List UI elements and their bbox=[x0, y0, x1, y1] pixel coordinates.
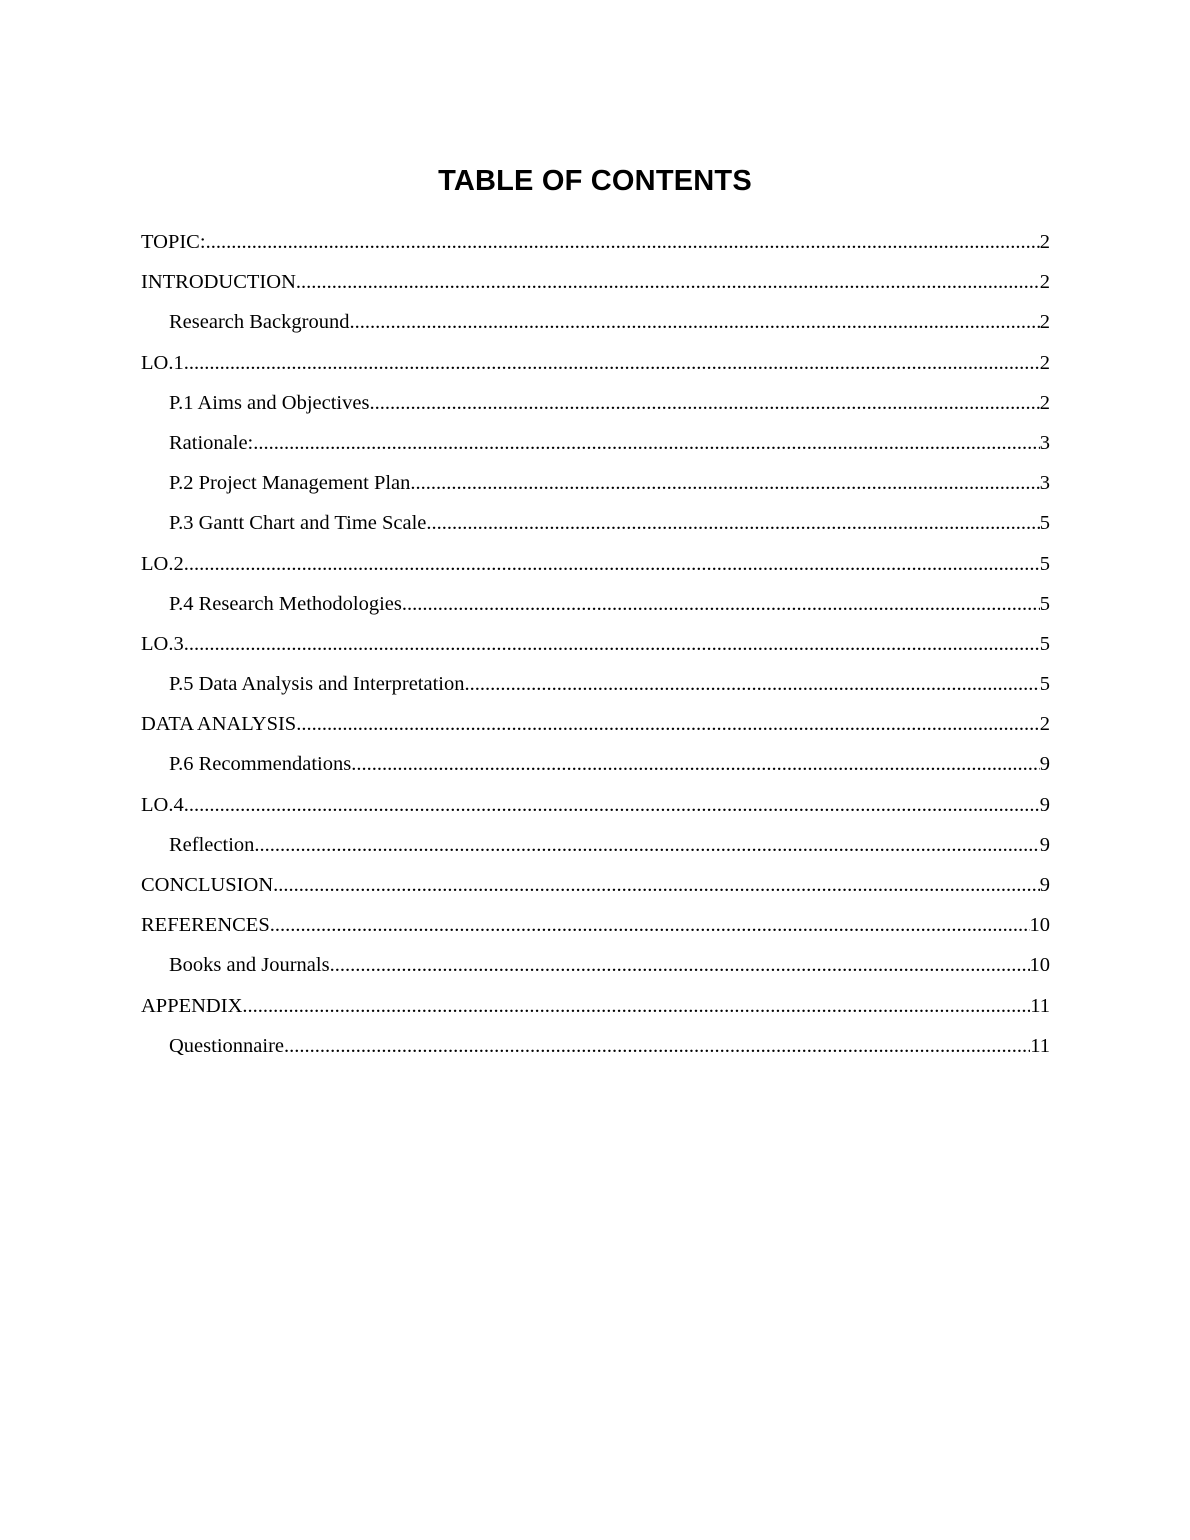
toc-entry-page-number: 10 bbox=[1029, 954, 1050, 977]
toc-dot-leader bbox=[369, 383, 1039, 423]
toc-entry-page-number: 11 bbox=[1030, 994, 1050, 1017]
toc-entry[interactable] bbox=[141, 664, 1050, 704]
toc-entry-page-number: 5 bbox=[1039, 592, 1050, 615]
toc-entry-page-number: 3 bbox=[1039, 431, 1050, 454]
toc-entry[interactable] bbox=[141, 262, 1050, 302]
toc-entry-page-number: 9 bbox=[1039, 753, 1050, 776]
toc-entry[interactable] bbox=[141, 503, 1050, 543]
toc-entry[interactable] bbox=[141, 624, 1050, 664]
toc-entry-label: LO.1 bbox=[141, 351, 184, 374]
toc-entry-label: LO.3 bbox=[141, 632, 184, 655]
page-title: TABLE OF CONTENTS bbox=[438, 165, 752, 197]
toc-entry-label: Books and Journals bbox=[169, 954, 330, 977]
toc-entry[interactable] bbox=[141, 986, 1050, 1026]
toc-dot-leader bbox=[184, 343, 1040, 383]
toc-entry-label: LO.2 bbox=[141, 552, 184, 575]
toc-entry[interactable] bbox=[141, 302, 1050, 342]
toc-entry-page-number: 9 bbox=[1039, 793, 1050, 816]
toc-entry[interactable] bbox=[141, 1026, 1050, 1066]
toc-entry[interactable] bbox=[141, 905, 1050, 945]
toc-entry[interactable] bbox=[141, 343, 1050, 383]
toc-entry-label: P.1 Aims and Objectives bbox=[169, 391, 370, 414]
toc-entry-page-number: 5 bbox=[1039, 512, 1050, 535]
toc-entry-page-number: 10 bbox=[1029, 914, 1050, 937]
toc-entry-label: INTRODUCTION bbox=[141, 271, 296, 294]
toc-entry-label: REFERENCES bbox=[141, 914, 270, 937]
toc-list bbox=[141, 222, 1050, 1066]
toc-entry-label: P.2 Project Management Plan bbox=[169, 472, 411, 495]
toc-entry[interactable] bbox=[141, 383, 1050, 423]
toc-dot-leader bbox=[270, 905, 1030, 945]
toc-dot-leader bbox=[402, 584, 1040, 624]
toc-entry-label: TOPIC: bbox=[141, 231, 206, 253]
toc-entry-page-number: 2 bbox=[1039, 271, 1050, 294]
toc-dot-leader bbox=[184, 624, 1040, 664]
toc-dot-leader bbox=[464, 664, 1039, 704]
toc-entry-label: DATA ANALYSIS bbox=[141, 713, 297, 736]
toc-entry-label: P.4 Research Methodologies bbox=[169, 592, 402, 615]
toc-entry-page-number: 2 bbox=[1039, 713, 1050, 736]
toc-dot-leader bbox=[254, 825, 1039, 865]
toc-entry-page-number: 2 bbox=[1039, 351, 1050, 374]
toc-dot-leader bbox=[296, 262, 1040, 302]
toc-dot-leader bbox=[296, 704, 1040, 744]
toc-entry-label: Questionnaire bbox=[169, 1034, 284, 1057]
toc-dot-leader bbox=[184, 785, 1040, 825]
toc-entry-page-number: 9 bbox=[1039, 874, 1050, 896]
toc-dot-leader bbox=[284, 1026, 1030, 1066]
toc-dot-leader bbox=[330, 945, 1030, 985]
toc-entry[interactable] bbox=[141, 222, 1050, 262]
toc-entry-label: LO.4 bbox=[141, 793, 184, 816]
toc-entry[interactable] bbox=[141, 825, 1050, 865]
toc-entry[interactable] bbox=[141, 584, 1050, 624]
toc-entry-label: P.6 Recommendations bbox=[169, 753, 352, 776]
toc-dot-leader bbox=[242, 986, 1030, 1026]
toc-entry-label: CONCLUSION bbox=[141, 874, 274, 896]
toc-entry-label: APPENDIX bbox=[141, 994, 243, 1017]
toc-entry-page-number: 2 bbox=[1039, 311, 1050, 334]
toc-entry[interactable] bbox=[141, 463, 1050, 503]
toc-entry-page-number: 5 bbox=[1039, 632, 1050, 655]
toc-dot-leader bbox=[206, 222, 1040, 262]
toc-dot-leader bbox=[426, 503, 1039, 543]
toc-entry[interactable] bbox=[141, 945, 1050, 985]
toc-dot-leader bbox=[184, 544, 1040, 584]
toc-entry-page-number: 3 bbox=[1039, 472, 1050, 495]
toc-entry[interactable] bbox=[141, 704, 1050, 744]
toc-entry[interactable] bbox=[141, 865, 1050, 905]
toc-dot-leader bbox=[253, 423, 1039, 463]
toc-entry-label: Research Background bbox=[169, 311, 350, 334]
toc-entry-page-number: 2 bbox=[1039, 231, 1050, 253]
toc-entry[interactable] bbox=[141, 423, 1050, 463]
toc-entry-label: P.5 Data Analysis and Interpretation bbox=[169, 673, 465, 696]
toc-entry[interactable] bbox=[141, 544, 1050, 584]
toc-entry-page-number: 5 bbox=[1039, 673, 1050, 696]
toc-entry-label: Rationale: bbox=[169, 431, 254, 454]
toc-entry-page-number: 9 bbox=[1039, 833, 1050, 856]
toc-entry[interactable] bbox=[141, 744, 1050, 784]
toc-entry-page-number: 5 bbox=[1039, 552, 1050, 575]
toc-entry[interactable] bbox=[141, 785, 1050, 825]
toc-entry-page-number: 2 bbox=[1039, 391, 1050, 414]
toc-dot-leader bbox=[349, 302, 1039, 342]
toc-dot-leader bbox=[410, 463, 1039, 503]
toc-entry-label: Reflection bbox=[169, 833, 255, 856]
toc-dot-leader bbox=[273, 865, 1040, 905]
toc-dot-leader bbox=[351, 744, 1040, 784]
toc-entry-page-number: 11 bbox=[1030, 1034, 1050, 1057]
toc-entry-label: P.3 Gantt Chart and Time Scale bbox=[169, 512, 427, 535]
